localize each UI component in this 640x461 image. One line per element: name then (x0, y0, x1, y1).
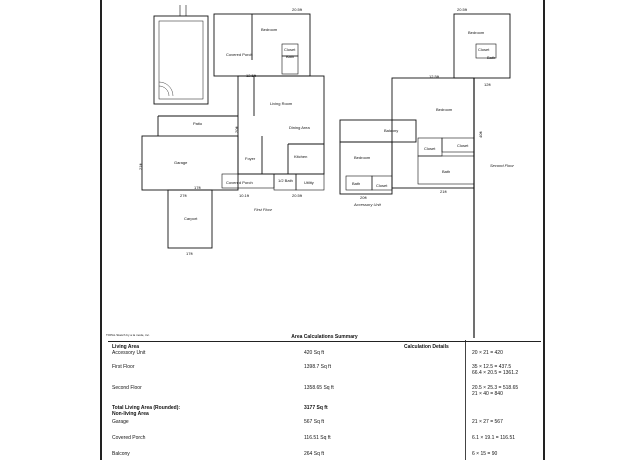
garage-outline (142, 136, 238, 190)
accessory-unit-caption: Accessory Unit (354, 202, 381, 207)
room-label: Closet (284, 47, 296, 52)
room-label: Dining Area (289, 125, 310, 130)
table-row: Non-living Area (112, 411, 149, 417)
second-floor-caption: Second Floor (490, 163, 514, 168)
room-label: Utility (304, 180, 314, 185)
pool-inner (159, 21, 203, 99)
floor-plan-sheet (100, 0, 545, 460)
table-row: Garage 567 Sq ft 21 × 27 = 567 (112, 419, 503, 425)
dimension-label: 40ft (478, 131, 483, 138)
room-label: Foyer (245, 156, 256, 161)
dimension-label: 12ft (484, 82, 491, 87)
room-label: Bedroom (261, 27, 278, 32)
room-label: Covered Porch (226, 52, 253, 57)
room-label: Bedroom (354, 155, 371, 160)
room-label: Covered Porch (226, 180, 253, 185)
table-row: Second Floor 1358.65 Sq ft 20.5 × 25.3 = 518.65 21 × 40 = 840 (112, 385, 519, 397)
room-label: Bath (352, 181, 361, 186)
dimension-label: 20ft (234, 126, 239, 133)
pool-outline (154, 16, 208, 104)
second-floor-main (392, 78, 474, 188)
dimension-label: 12.5ft (429, 74, 440, 79)
room-label: Bedroom (436, 107, 453, 112)
room-label: Kitchen (294, 154, 308, 159)
top-wing (214, 14, 310, 76)
room-label: Bath (442, 169, 451, 174)
area-calculations-table (108, 341, 541, 461)
dimension-label: 20ft (360, 195, 367, 200)
room-label: Bath (286, 54, 295, 59)
room-label: Carport (184, 216, 198, 221)
dimension-label: 20.5ft (292, 7, 303, 12)
room-label: Garage (174, 160, 188, 165)
dimension-label: 21ft (138, 163, 143, 170)
table-row: First Floor 1398.7 Sq ft 35 × 12.5 = 437.5 66.4 × 20.5 = 1361.2 (112, 364, 519, 376)
floor-plan-drawing (102, 0, 547, 338)
dimension-label: 10.1ft (239, 193, 250, 198)
table-row: Total Living Area (Rounded): 3177 Sq ft (112, 405, 328, 411)
room-label: Closet (457, 143, 469, 148)
table-row: Covered Porch 116.51 Sq ft 6.1 × 19.1 = 116.51 (112, 435, 516, 441)
room-label: Bath (487, 55, 496, 60)
room-label: Balcony (384, 128, 399, 133)
balcony-outline (340, 120, 416, 142)
second-floor-top (454, 14, 510, 78)
dimension-label: 17ft (186, 251, 193, 256)
dimension-label: 21ft (440, 189, 447, 194)
room-label: Closet (376, 183, 388, 188)
room-label: Living Room (270, 101, 293, 106)
dimension-label: 20.5ft (292, 193, 303, 198)
dimension-label: 12.5ft (246, 73, 257, 78)
room-label: Bedroom (468, 30, 485, 35)
room-label: Patio (193, 121, 203, 126)
room-label: 1/2 Bath (278, 178, 293, 183)
living-area-heading: Living Area (112, 344, 140, 350)
calc-details-heading: Calculation Details (404, 344, 449, 350)
room-label: Closet (478, 47, 490, 52)
room-label: Closet (424, 146, 436, 151)
area-summary-title: Area Calculations Summary (291, 334, 358, 340)
table-row: Accessory Unit 420 Sq ft 20 × 21 = 420 (112, 350, 503, 356)
dimension-label: 17ft (194, 185, 201, 190)
dimension-label: 27ft (180, 193, 187, 198)
sketch-credit: TOPAL Sketch by a la mode, inc. (106, 333, 150, 337)
table-row: Balcony 264 Sq ft 6 × 15 = 90 (112, 451, 498, 457)
first-floor-caption: First Floor (254, 207, 272, 212)
dimension-label: 20.5ft (457, 7, 468, 12)
